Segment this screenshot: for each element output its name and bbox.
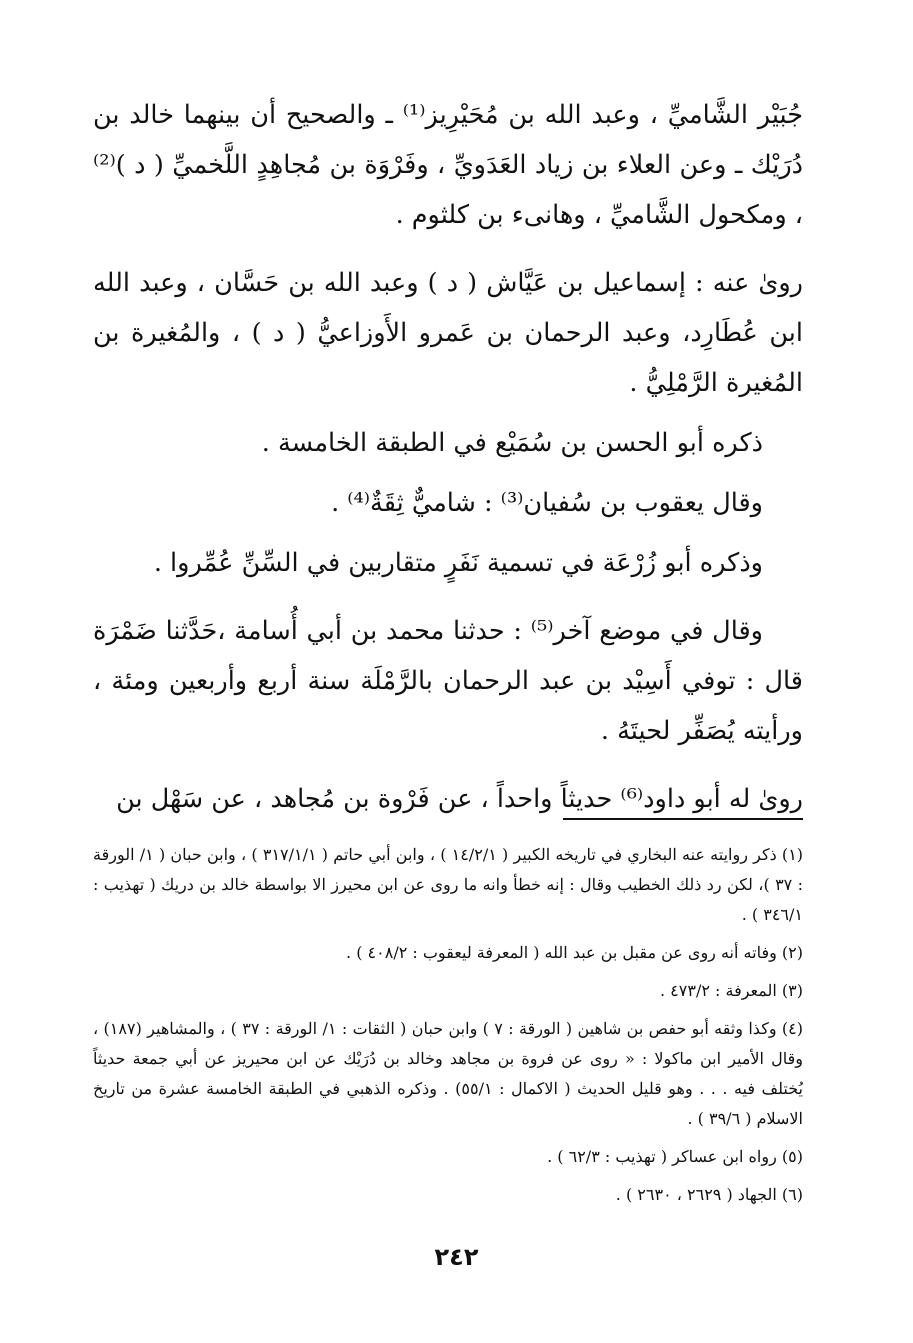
paragraph-abu-zura: وذكره أبو زُرْعَة في تسمية نَفَرٍ متقاربين في السِّنِّ عُمِّروا . bbox=[153, 548, 763, 578]
footnote-4: (٤) وكذا وثقه أبو حفص بن شاهين ( الورقة : ٧ ) وابن حبان ( الثقات : ١/ الورقة : ٣٧ ) ، والمشاهير (١٨٧) ، وقال الأمير ابن ماكولا : « روى عن فروة بن مجاهد وخالد بن دُرَيْك عن ابن محيريز عن أبي جمعة حديثاً يُختلف فيه . . . وهو قليل الحديث ( الاكمال : ٥٥/١) . وذكره الذهبي في الطبقة الخامسة عشرة من تاريخ الاسلام ( ٣٩/٦ ) . bbox=[93, 1019, 804, 1128]
paragraph-tabaqa: ذكره أبو الحسن بن سُمَيْع في الطبقة الخامسة . bbox=[261, 428, 763, 458]
footnotes bbox=[93, 840, 803, 1210]
footnote-1: (١) ذكر روايته عنه البخاري في تاريخه الكبير ( ١٤/٢/١ ) ، وابن أبي حاتم ( ٣١٧/١/١ ) ، وابن حبان ( ١/ الورقة : ٣٧ )، لكن رد ذلك الخطيب وقال : إنه خطأ وانه ما روى عن ابن محيرز الا بواسطة خالد بن دريك ( تهذيب : ٣٤٦/١ ) . bbox=[93, 845, 804, 924]
main-text bbox=[93, 90, 803, 824]
page-number: ٢٤٢ bbox=[434, 1243, 479, 1271]
paragraph-abu-dawud: روىٰ له أبو داود⁽⁶⁾ حديثاً واحداً ، عن فَرْوة بن مُجاهد ، عن سَهْل بن bbox=[116, 784, 803, 814]
paragraph-yaqub: وقال يعقوب بن سُفيان⁽³⁾ : شاميٌّ ثِقَةٌ⁽⁴⁾ . bbox=[331, 488, 763, 518]
paragraph-narrators: روىٰ عنه : إسماعيل بن عَيَّاش ( د ) وعبد الله بن حَسَّان ، وعبد الله ابن عُطَارِد، وعبد الرحمان بن عَمرو الأَوزاعيُّ ( د ) ، والمُغيرة بن المُغيرة الرَّمْلِيُّ . bbox=[93, 268, 803, 398]
paragraph-teachers: جُبَيْر الشَّاميِّ ، وعبد الله بن مُحَيْرِيز⁽¹⁾ ـ والصحيح أن بينهما خالد بن دُرَيْك ـ وعن العلاء بن زياد العَدَويِّ ، وفَرْوَة بن مُجاهِدٍ اللَّخميِّ ( د )⁽²⁾ ، ومكحول الشَّاميِّ ، وهانىء بن كلثوم . bbox=[93, 100, 803, 230]
footnote-5: (٥) رواه ابن عساكر ( تهذيب : ٦٢/٣ ) . bbox=[547, 1147, 803, 1166]
footnote-separator bbox=[563, 818, 803, 820]
paragraph-death: وقال في موضع آخر⁽⁵⁾ : حدثنا محمد بن أبي أُسامة ،حَدَّثنا ضَمْرَة قال : توفي أَسِيْد بن عبد الرحمان بالرَّمْلَة سنة أربع وأربعين ومئة ، ورأيته يُصَفِّر لحيتَهُ . bbox=[93, 616, 803, 746]
footnote-2: (٢) وفاته أنه روى عن مقبل بن عبد الله ( المعرفة ليعقوب : ٤٠٨/٢ ) . bbox=[346, 943, 803, 962]
footnote-3: (٣) المعرفة : ٤٧٣/٢ . bbox=[659, 981, 803, 1000]
footnote-6: (٦) الجهاد ( ٢٦٢٩ ، ٢٦٣٠ ) . bbox=[615, 1185, 803, 1204]
